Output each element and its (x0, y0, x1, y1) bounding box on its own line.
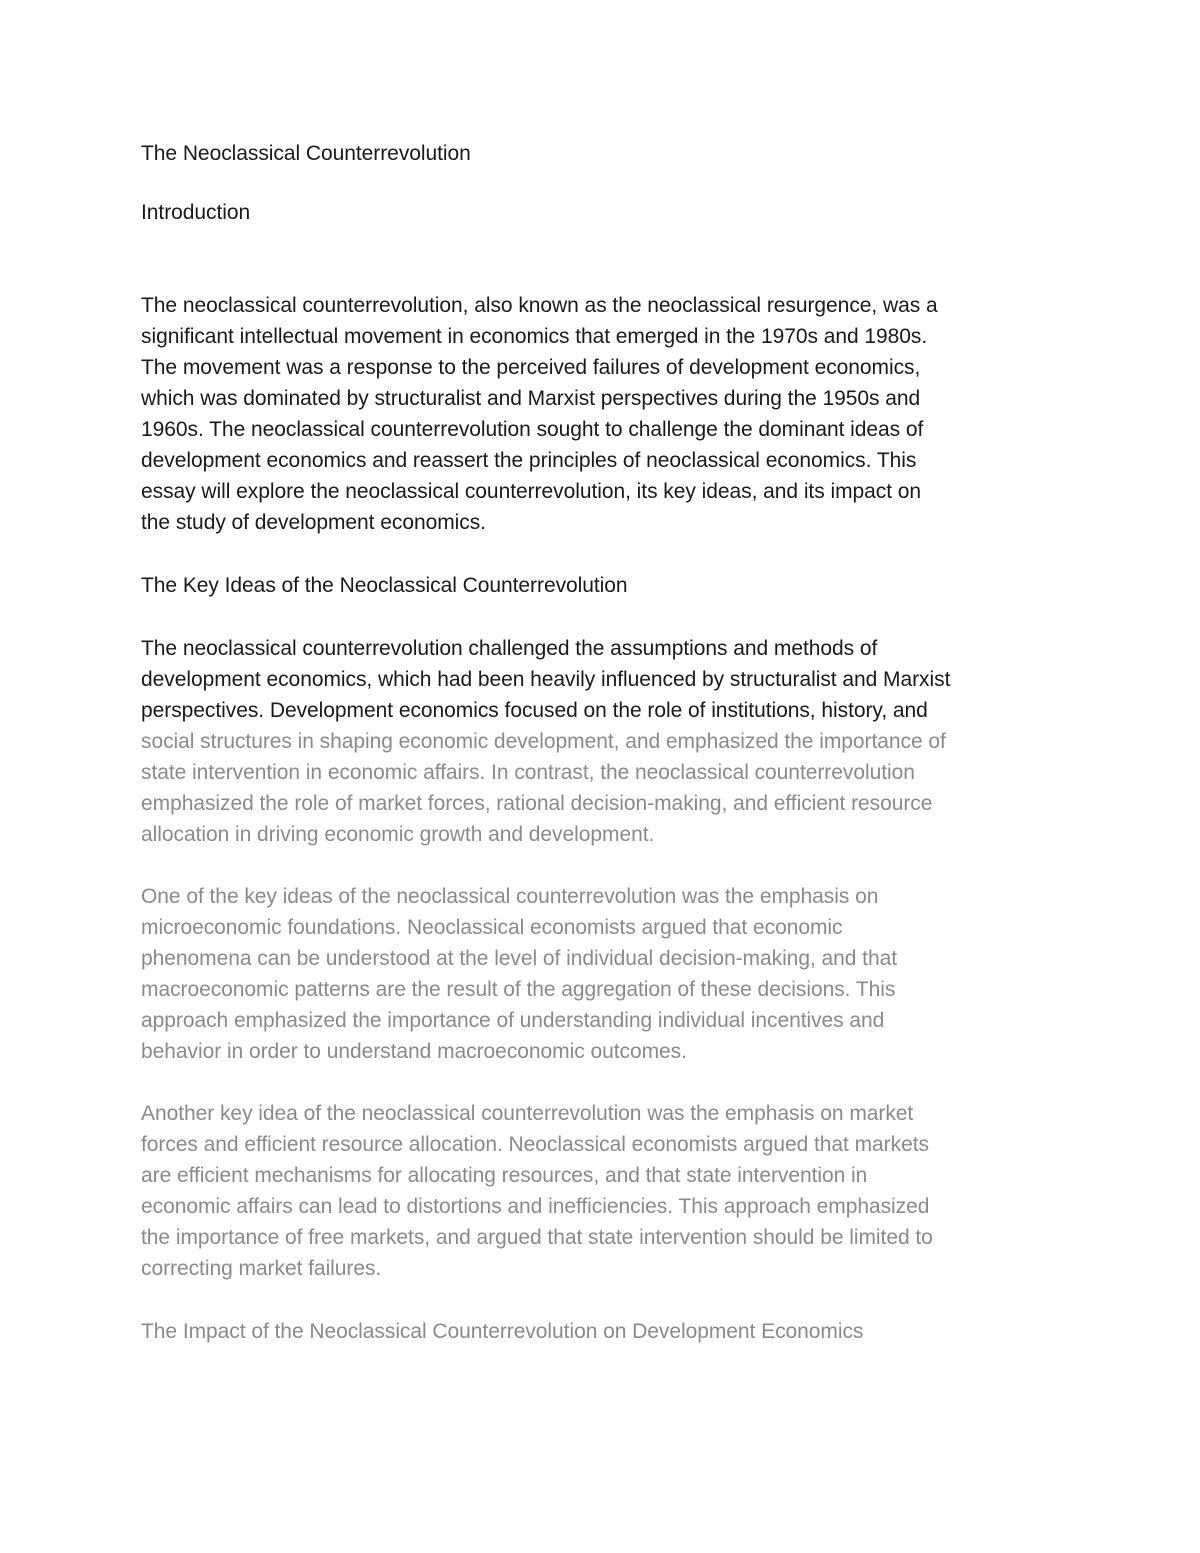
introduction-heading: Introduction (141, 201, 251, 224)
text-line: emphasized the role of market forces, rational decision-making, and efficient resource (141, 792, 933, 815)
text-line: forces and efficient resource allocation. Neoclassical economists argued that markets (141, 1133, 929, 1156)
text-line: significant intellectual movement in economics that emerged in the 1970s and 1980s. (141, 325, 928, 348)
text-line: the importance of free markets, and argued that state intervention should be limited to (141, 1226, 933, 1249)
text-line: approach emphasized the importance of understanding individual incentives and (141, 1009, 885, 1032)
text-line: The neoclassical counterrevolution challenged the assumptions and methods of (141, 637, 878, 660)
key-ideas-heading: The Key Ideas of the Neoclassical Counterrevolution (141, 574, 628, 597)
text-line: macroeconomic patterns are the result of the aggregation of these decisions. This (141, 978, 896, 1001)
text-line: behavior in order to understand macroeconomic outcomes. (141, 1040, 687, 1063)
text-line: One of the key ideas of the neoclassical counterrevolution was the emphasis on (141, 885, 879, 908)
text-line: state intervention in economic affairs. In contrast, the neoclassical counterrevolution (141, 761, 915, 784)
text-line: essay will explore the neoclassical counterrevolution, its key ideas, and its impact on (141, 480, 922, 503)
text-line: perspectives. Development economics focused on the role of institutions, history, and (141, 699, 928, 722)
text-line: which was dominated by structuralist and Marxist perspectives during the 1950s and (141, 387, 921, 410)
text-line: economic affairs can lead to distortions and inefficiencies. This approach emphasized (141, 1195, 930, 1218)
text-line: The movement was a response to the perceived failures of development economics, (141, 356, 921, 379)
text-line: development economics and reassert the principles of neoclassical economics. This (141, 449, 917, 472)
text-line: allocation in driving economic growth and development. (141, 823, 655, 846)
text-line: are efficient mechanisms for allocating resources, and that state intervention in (141, 1164, 868, 1187)
text-line: Another key idea of the neoclassical counterrevolution was the emphasis on market (141, 1102, 914, 1125)
text-line: The neoclassical counterrevolution, also known as the neoclassical resurgence, was a (141, 294, 938, 317)
text-line: phenomena can be understood at the level of individual decision-making, and that (141, 947, 898, 970)
text-line: social structures in shaping economic development, and emphasized the importance of (141, 730, 946, 753)
impact-heading: The Impact of the Neoclassical Counterrevolution on Development Economics (141, 1320, 864, 1343)
text-line: development economics, which had been heavily influenced by structuralist and Marxist (141, 668, 951, 691)
text-line: correcting market failures. (141, 1257, 382, 1280)
text-line: the study of development economics. (141, 511, 486, 534)
text-line: microeconomic foundations. Neoclassical economists argued that economic (141, 916, 843, 939)
text-line: 1960s. The neoclassical counterrevolution sought to challenge the dominant ideas of (141, 418, 924, 441)
document-title: The Neoclassical Counterrevolution (141, 142, 471, 165)
